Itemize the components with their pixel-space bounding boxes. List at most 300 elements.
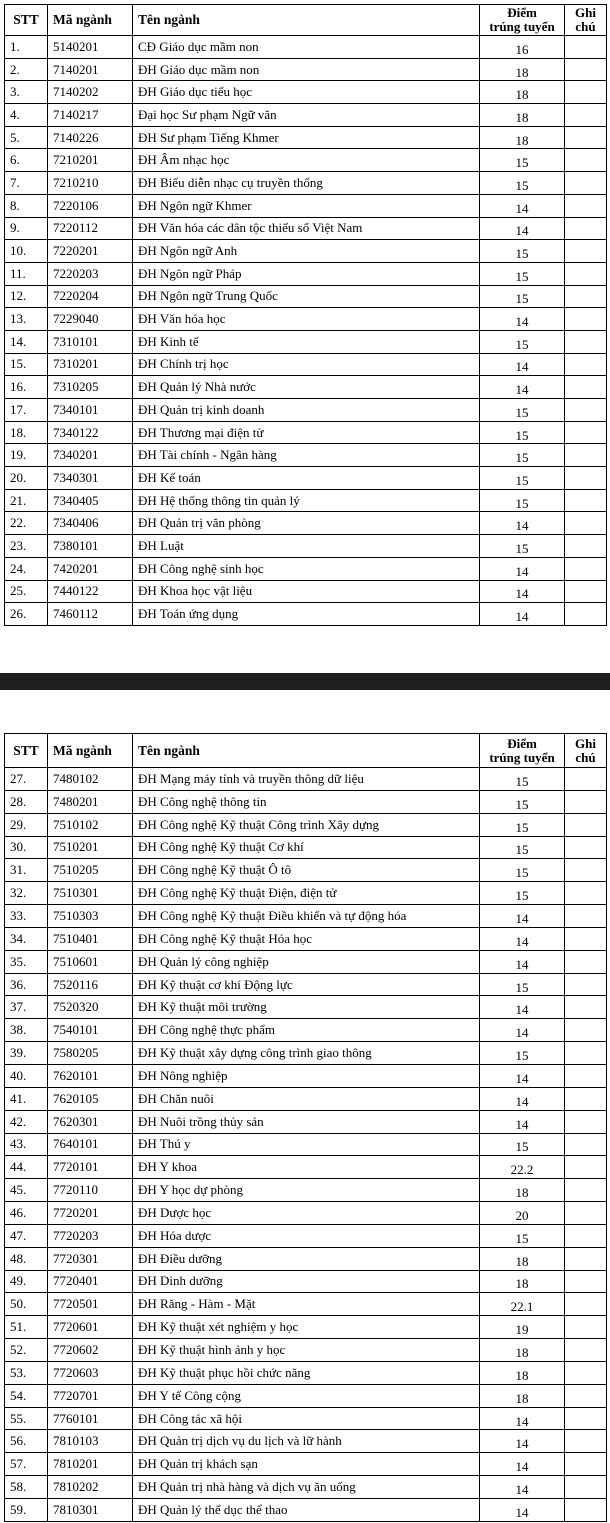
cell-score: 15 [480, 240, 565, 263]
cell-stt: 37. [5, 996, 48, 1019]
cell-score: 18 [480, 126, 565, 149]
cell-name: ĐH Quản trị nhà hàng và dịch vụ ăn uống [133, 1476, 480, 1499]
cell-note [565, 1430, 607, 1453]
cell-name: ĐH Thú y [133, 1133, 480, 1156]
cell-score: 15 [480, 444, 565, 467]
cell-stt: 43. [5, 1133, 48, 1156]
cell-score: 14 [480, 927, 565, 950]
cell-code: 7720301 [48, 1247, 133, 1270]
cell-name: ĐH Mạng máy tính và truyền thông dữ liệu [133, 768, 480, 791]
cell-code: 5140201 [48, 36, 133, 59]
cell-stt: 1. [5, 36, 48, 59]
table-row [5, 376, 607, 399]
cell-name: ĐH Công nghệ Kỹ thuật Hóa học [133, 927, 480, 950]
cell-name: ĐH Toán ứng dụng [133, 603, 480, 626]
cell-name: ĐH Kế toán [133, 467, 480, 490]
cell-code: 7460112 [48, 603, 133, 626]
cell-name: ĐH Công nghệ thực phẩm [133, 1019, 480, 1042]
cell-note [565, 859, 607, 882]
cell-code: 7380101 [48, 535, 133, 558]
cell-name: ĐH Ngôn ngữ Anh [133, 240, 480, 263]
table-body-2 [5, 768, 607, 1522]
table-row [5, 81, 607, 104]
cell-score: 14 [480, 996, 565, 1019]
cell-name: ĐH Công nghệ Kỹ thuật Công trình Xây dựng [133, 813, 480, 836]
table-row [5, 927, 607, 950]
cell-note [565, 36, 607, 59]
cell-name: ĐH Kỹ thuật phục hồi chức năng [133, 1361, 480, 1384]
cell-stt: 23. [5, 535, 48, 558]
cell-name: ĐH Kỹ thuật xét nghiệm y học [133, 1316, 480, 1339]
cell-score: 14 [480, 1476, 565, 1499]
table-row [5, 353, 607, 376]
cell-score: 14 [480, 1064, 565, 1087]
cell-name: ĐH Nuôi trồng thủy sản [133, 1110, 480, 1133]
cell-note [565, 1133, 607, 1156]
cell-note [565, 489, 607, 512]
cell-note [565, 1247, 607, 1270]
header-stt: STT [5, 5, 48, 36]
cell-note [565, 104, 607, 127]
cell-note [565, 927, 607, 950]
cell-code: 7340201 [48, 444, 133, 467]
table-row [5, 950, 607, 973]
cell-stt: 56. [5, 1430, 48, 1453]
cell-score: 15 [480, 489, 565, 512]
cell-stt: 55. [5, 1407, 48, 1430]
table-row [5, 308, 607, 331]
cell-stt: 6. [5, 149, 48, 172]
cell-code: 7220204 [48, 285, 133, 308]
cell-score: 18 [480, 1361, 565, 1384]
cell-note [565, 444, 607, 467]
table-row [5, 126, 607, 149]
cell-name: ĐH Văn hóa các dân tộc thiểu số Việt Nam [133, 217, 480, 240]
cell-score: 14 [480, 1453, 565, 1476]
cell-note [565, 81, 607, 104]
table-row [5, 172, 607, 195]
cell-score: 15 [480, 836, 565, 859]
cell-code: 7140226 [48, 126, 133, 149]
cell-stt: 10. [5, 240, 48, 263]
cell-code: 7340301 [48, 467, 133, 490]
table-row [5, 1316, 607, 1339]
table-row [5, 104, 607, 127]
header-score-line2: trúng tuyển [489, 19, 555, 34]
cell-stt: 30. [5, 836, 48, 859]
cell-code: 7220112 [48, 217, 133, 240]
cell-note [565, 194, 607, 217]
cell-stt: 51. [5, 1316, 48, 1339]
cell-stt: 14. [5, 330, 48, 353]
cell-name: ĐH Kỹ thuật xây dựng công trình giao thông [133, 1042, 480, 1065]
cell-score: 18 [480, 1247, 565, 1270]
cell-name: ĐH Công nghệ Kỹ thuật Điện, điện tử [133, 882, 480, 905]
cell-code: 7510401 [48, 927, 133, 950]
cell-score: 14 [480, 950, 565, 973]
table-row [5, 1179, 607, 1202]
cell-name: ĐH Quản lý thể dục thể thao [133, 1499, 480, 1522]
cell-note [565, 1087, 607, 1110]
header-code: Mã ngành [48, 734, 133, 768]
table-row [5, 973, 607, 996]
cell-code: 7810201 [48, 1453, 133, 1476]
cell-score: 15 [480, 1133, 565, 1156]
cell-stt: 24. [5, 557, 48, 580]
cell-code: 7310201 [48, 353, 133, 376]
cell-score: 15 [480, 285, 565, 308]
cell-score: 15 [480, 768, 565, 791]
cell-name: ĐH Hệ thống thông tin quản lý [133, 489, 480, 512]
cell-name: CĐ Giáo dục mầm non [133, 36, 480, 59]
cell-code: 7720701 [48, 1384, 133, 1407]
cell-name: ĐH Sư phạm Tiếng Khmer [133, 126, 480, 149]
cell-stt: 49. [5, 1270, 48, 1293]
cell-code: 7210201 [48, 149, 133, 172]
cell-name: ĐH Kỹ thuật hình ảnh y học [133, 1339, 480, 1362]
cell-name: ĐH Ngôn ngữ Trung Quốc [133, 285, 480, 308]
cell-code: 7420201 [48, 557, 133, 580]
cell-code: 7620301 [48, 1110, 133, 1133]
cell-note [565, 58, 607, 81]
table-row [5, 36, 607, 59]
cell-code: 7140202 [48, 81, 133, 104]
cell-code: 7480102 [48, 768, 133, 791]
cell-code: 7229040 [48, 308, 133, 331]
cell-name: ĐH Dược học [133, 1202, 480, 1225]
table-row [5, 1133, 607, 1156]
cell-code: 7720501 [48, 1293, 133, 1316]
cell-note [565, 1453, 607, 1476]
cell-note [565, 126, 607, 149]
cell-code: 7720101 [48, 1156, 133, 1179]
cell-note [565, 353, 607, 376]
cell-code: 7720203 [48, 1224, 133, 1247]
cell-name: ĐH Quản trị văn phòng [133, 512, 480, 535]
cell-note [565, 1064, 607, 1087]
cell-name: ĐH Âm nhạc học [133, 149, 480, 172]
table-row [5, 859, 607, 882]
cell-name: ĐH Chính trị học [133, 353, 480, 376]
cell-note [565, 217, 607, 240]
cell-code: 7810202 [48, 1476, 133, 1499]
cell-note [565, 172, 607, 195]
cell-name: ĐH Điều dưỡng [133, 1247, 480, 1270]
header-note-line2: chú [575, 19, 596, 34]
table-row [5, 240, 607, 263]
cell-stt: 39. [5, 1042, 48, 1065]
table-row [5, 1430, 607, 1453]
cell-score: 18 [480, 81, 565, 104]
cell-score: 15 [480, 149, 565, 172]
table-row [5, 1156, 607, 1179]
cell-name: ĐH Răng - Hàm - Mặt [133, 1293, 480, 1316]
cell-code: 7720110 [48, 1179, 133, 1202]
table-row [5, 217, 607, 240]
cell-name: ĐH Quản trị khách sạn [133, 1453, 480, 1476]
cell-note [565, 1384, 607, 1407]
cell-code: 7220106 [48, 194, 133, 217]
cell-stt: 44. [5, 1156, 48, 1179]
cell-stt: 17. [5, 399, 48, 422]
table-row [5, 399, 607, 422]
cell-stt: 42. [5, 1110, 48, 1133]
cell-name: ĐH Giáo dục mầm non [133, 58, 480, 81]
table-row [5, 285, 607, 308]
cell-name: ĐH Khoa học vật liệu [133, 580, 480, 603]
cell-note [565, 973, 607, 996]
cell-note [565, 149, 607, 172]
table-row [5, 1339, 607, 1362]
table-row [5, 603, 607, 626]
cell-score: 18 [480, 104, 565, 127]
cell-code: 7510102 [48, 813, 133, 836]
cell-note [565, 467, 607, 490]
cell-stt: 36. [5, 973, 48, 996]
table-row [5, 996, 607, 1019]
cell-name: ĐH Y học dự phòng [133, 1179, 480, 1202]
cell-stt: 22. [5, 512, 48, 535]
table-row [5, 768, 607, 791]
cell-score: 14 [480, 194, 565, 217]
cell-score: 15 [480, 330, 565, 353]
header-stt: STT [5, 734, 48, 768]
cell-score: 15 [480, 973, 565, 996]
cell-stt: 8. [5, 194, 48, 217]
cell-name: ĐH Quản lý Nhà nước [133, 376, 480, 399]
cell-stt: 48. [5, 1247, 48, 1270]
cell-name: ĐH Kỹ thuật cơ khí Động lực [133, 973, 480, 996]
cell-score: 15 [480, 1224, 565, 1247]
table-row [5, 1110, 607, 1133]
cell-score: 14 [480, 580, 565, 603]
cell-code: 7340101 [48, 399, 133, 422]
cell-code: 7340122 [48, 421, 133, 444]
cell-stt: 46. [5, 1202, 48, 1225]
cell-code: 7140217 [48, 104, 133, 127]
cell-stt: 53. [5, 1361, 48, 1384]
cell-stt: 7. [5, 172, 48, 195]
header-score-line2: trúng tuyển [489, 749, 555, 765]
cell-code: 7510205 [48, 859, 133, 882]
cell-score: 15 [480, 399, 565, 422]
table-row [5, 1064, 607, 1087]
cell-code: 7480201 [48, 790, 133, 813]
cell-note [565, 421, 607, 444]
cell-name: ĐH Dinh dưỡng [133, 1270, 480, 1293]
cell-stt: 52. [5, 1339, 48, 1362]
cell-note [565, 950, 607, 973]
cell-stt: 57. [5, 1453, 48, 1476]
cell-note [565, 603, 607, 626]
cell-code: 7520320 [48, 996, 133, 1019]
table-row [5, 1407, 607, 1430]
cell-name: ĐH Nông nghiệp [133, 1064, 480, 1087]
table-header-row [5, 734, 607, 768]
cell-code: 7340405 [48, 489, 133, 512]
cell-code: 7620101 [48, 1064, 133, 1087]
table-row [5, 557, 607, 580]
cell-note [565, 330, 607, 353]
cell-score: 15 [480, 882, 565, 905]
cell-name: ĐH Ngôn ngữ Pháp [133, 262, 480, 285]
cell-note [565, 790, 607, 813]
table-row [5, 813, 607, 836]
cell-score: 14 [480, 905, 565, 928]
table-row [5, 262, 607, 285]
cell-score: 14 [480, 512, 565, 535]
cell-score: 15 [480, 813, 565, 836]
cell-note [565, 1361, 607, 1384]
cell-stt: 32. [5, 882, 48, 905]
cell-stt: 38. [5, 1019, 48, 1042]
cell-name: ĐH Thương mại điện tử [133, 421, 480, 444]
cell-note [565, 535, 607, 558]
cell-name: ĐH Quản trị kinh doanh [133, 399, 480, 422]
cell-note [565, 1316, 607, 1339]
table-row [5, 1453, 607, 1476]
cell-code: 7520116 [48, 973, 133, 996]
table-row [5, 58, 607, 81]
admission-scores-table-2 [4, 733, 607, 1522]
cell-code: 7510201 [48, 836, 133, 859]
cell-stt: 2. [5, 58, 48, 81]
cell-stt: 21. [5, 489, 48, 512]
cell-stt: 20. [5, 467, 48, 490]
table-row [5, 149, 607, 172]
cell-note [565, 557, 607, 580]
cell-score: 18 [480, 58, 565, 81]
cell-score: 15 [480, 421, 565, 444]
cell-score: 22.2 [480, 1156, 565, 1179]
table-row [5, 512, 607, 535]
cell-stt: 9. [5, 217, 48, 240]
cell-score: 14 [480, 603, 565, 626]
table-row [5, 1384, 607, 1407]
cell-note [565, 376, 607, 399]
cell-code: 7510303 [48, 905, 133, 928]
table-row [5, 1202, 607, 1225]
table-row [5, 1042, 607, 1065]
cell-note [565, 905, 607, 928]
cell-name: ĐH Giáo dục tiểu học [133, 81, 480, 104]
cell-stt: 31. [5, 859, 48, 882]
table-row [5, 467, 607, 490]
header-note-line2: chú [575, 749, 596, 765]
cell-stt: 26. [5, 603, 48, 626]
cell-name: ĐH Y khoa [133, 1156, 480, 1179]
cell-stt: 47. [5, 1224, 48, 1247]
cell-score: 14 [480, 353, 565, 376]
cell-note [565, 1224, 607, 1247]
cell-name: ĐH Công tác xã hội [133, 1407, 480, 1430]
cell-note [565, 1476, 607, 1499]
cell-score: 14 [480, 1019, 565, 1042]
cell-note [565, 308, 607, 331]
header-score-line1: Điểm [507, 5, 537, 20]
cell-stt: 45. [5, 1179, 48, 1202]
cell-note [565, 768, 607, 791]
cell-score: 15 [480, 535, 565, 558]
cell-stt: 59. [5, 1499, 48, 1522]
cell-code: 7310101 [48, 330, 133, 353]
cell-name: ĐH Công nghệ thông tin [133, 790, 480, 813]
cell-note [565, 240, 607, 263]
cell-note [565, 836, 607, 859]
cell-stt: 28. [5, 790, 48, 813]
cell-score: 15 [480, 790, 565, 813]
header-name: Tên ngành [133, 734, 480, 768]
cell-stt: 34. [5, 927, 48, 950]
cell-name: ĐH Biểu diễn nhạc cụ truyền thống [133, 172, 480, 195]
cell-stt: 18. [5, 421, 48, 444]
cell-stt: 54. [5, 1384, 48, 1407]
table-row [5, 1293, 607, 1316]
admission-scores-table-1 [4, 4, 607, 626]
cell-stt: 19. [5, 444, 48, 467]
header-score-line1: Điểm [507, 735, 537, 751]
table-row [5, 1270, 607, 1293]
table-row [5, 1361, 607, 1384]
cell-code: 7310205 [48, 376, 133, 399]
cell-note [565, 1042, 607, 1065]
cell-code: 7540101 [48, 1019, 133, 1042]
cell-note [565, 1019, 607, 1042]
cell-note [565, 399, 607, 422]
table-row [5, 421, 607, 444]
cell-name: ĐH Y tế Công cộng [133, 1384, 480, 1407]
cell-score: 14 [480, 1110, 565, 1133]
cell-stt: 3. [5, 81, 48, 104]
cell-stt: 25. [5, 580, 48, 603]
cell-stt: 11. [5, 262, 48, 285]
cell-score: 15 [480, 859, 565, 882]
cell-name: ĐH Công nghệ Kỹ thuật Điều khiển và tự động hóa [133, 905, 480, 928]
cell-code: 7340406 [48, 512, 133, 535]
cell-name: ĐH Tài chính - Ngân hàng [133, 444, 480, 467]
cell-score: 18 [480, 1384, 565, 1407]
table-row [5, 194, 607, 217]
cell-stt: 41. [5, 1087, 48, 1110]
cell-stt: 58. [5, 1476, 48, 1499]
cell-stt: 40. [5, 1064, 48, 1087]
cell-score: 14 [480, 557, 565, 580]
cell-note [565, 262, 607, 285]
cell-score: 15 [480, 1042, 565, 1065]
cell-code: 7140201 [48, 58, 133, 81]
cell-stt: 5. [5, 126, 48, 149]
cell-code: 7760101 [48, 1407, 133, 1430]
cell-name: ĐH Luật [133, 535, 480, 558]
header-note-line1: Ghi [575, 735, 596, 751]
cell-note [565, 1293, 607, 1316]
cell-name: ĐH Kỹ thuật môi trường [133, 996, 480, 1019]
cell-score: 14 [480, 1407, 565, 1430]
cell-note [565, 1202, 607, 1225]
cell-stt: 12. [5, 285, 48, 308]
cell-stt: 4. [5, 104, 48, 127]
cell-code: 7580205 [48, 1042, 133, 1065]
cell-code: 7720401 [48, 1270, 133, 1293]
table-row [5, 1087, 607, 1110]
cell-score: 19 [480, 1316, 565, 1339]
cell-code: 7720603 [48, 1361, 133, 1384]
cell-code: 7510601 [48, 950, 133, 973]
header-note-line1: Ghi [575, 5, 596, 20]
cell-note [565, 882, 607, 905]
cell-code: 7220203 [48, 262, 133, 285]
cell-code: 7720601 [48, 1316, 133, 1339]
